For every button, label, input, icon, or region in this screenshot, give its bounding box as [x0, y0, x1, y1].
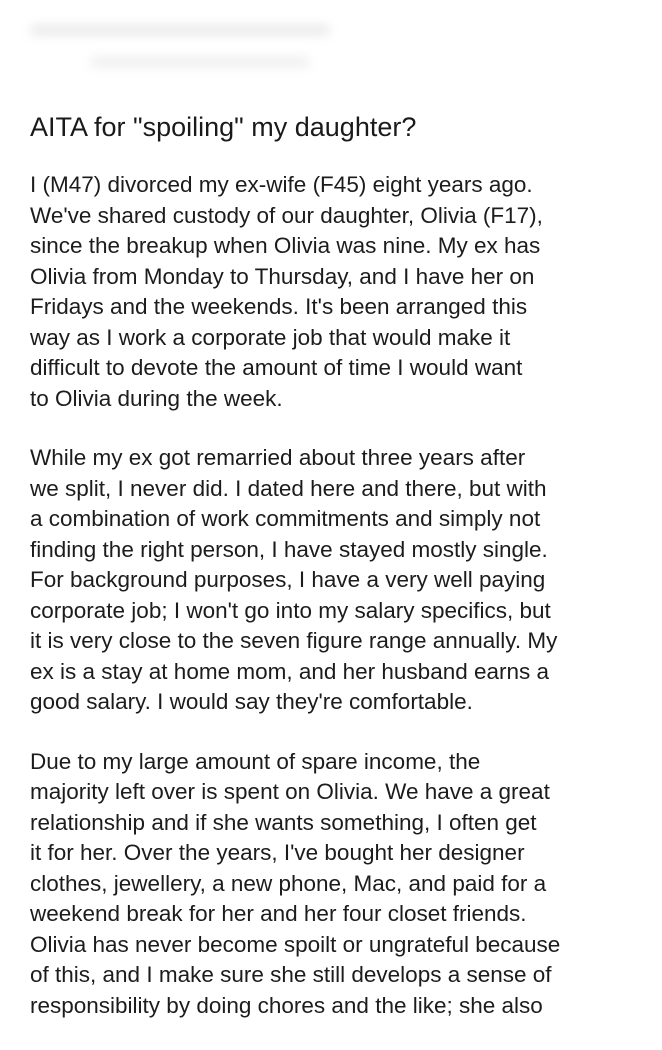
- paragraph-line: of this, and I make sure she still develops a sense of: [30, 962, 552, 987]
- paragraph-line: Due to my large amount of spare income, the: [30, 748, 481, 774]
- post-paragraph: [30, 747, 640, 1022]
- post-paragraph: [30, 443, 640, 718]
- paragraph-line: way as I work a corporate job that would make it: [30, 324, 511, 350]
- paragraph-line: Fridays and the weekends. It's been arranged this: [30, 294, 528, 319]
- blurred-text-line: [90, 56, 310, 68]
- paragraph-line: For background purposes, I have a very well paying: [30, 567, 546, 592]
- paragraph-line: majority left over is spent on Olivia. We have a great: [30, 779, 550, 804]
- paragraph-line: to Olivia during the week.: [30, 385, 283, 411]
- paragraph-line: We've shared custody of our daughter, Olivia (F17),: [30, 202, 543, 228]
- paragraph-line: Olivia has never become spoilt or ungrateful because: [30, 931, 561, 957]
- post-body: [30, 170, 640, 1021]
- paragraph-line: Olivia from Monday to Thursday, and I have her on: [30, 263, 535, 289]
- post-paragraph: [30, 170, 640, 414]
- paragraph-line: weekend break for her and her four closet friends.: [30, 901, 527, 926]
- paragraph-line: While my ex got remarried about three years after: [30, 445, 526, 470]
- paragraph-line: relationship and if she wants something, I often get: [30, 809, 537, 835]
- blurred-header: [0, 0, 662, 95]
- paragraph-line: ex is a stay at home mom, and her husband earns a: [30, 658, 550, 684]
- paragraph-line: it is very close to the seven figure range annually. My: [30, 628, 558, 653]
- paragraph-line: I (M47) divorced my ex-wife (F45) eight years ago.: [30, 172, 533, 197]
- post: [30, 108, 640, 1050]
- paragraph-line: it for her. Over the years, I've bought her designer: [30, 840, 525, 865]
- post-title: AITA for "spoiling" my daughter?: [30, 112, 417, 142]
- paragraph-line: good salary. I would say they're comfortable.: [30, 689, 473, 714]
- paragraph-line: we split, I never did. I dated here and there, but with: [30, 475, 547, 501]
- paragraph-line: finding the right person, I have stayed mostly single.: [30, 536, 548, 562]
- paragraph-line: a combination of work commitments and simply not: [30, 506, 541, 531]
- paragraph-line: difficult to devote the amount of time I would want: [30, 355, 523, 380]
- paragraph-line: clothes, jewellery, a new phone, Mac, and paid for a: [30, 870, 547, 896]
- paragraph-line: responsibility by doing chores and the like; she also: [30, 992, 543, 1018]
- blurred-text-line: [30, 24, 330, 36]
- paragraph-line: corporate job; I won't go into my salary specifics, but: [30, 597, 551, 623]
- paragraph-line: since the breakup when Olivia was nine. My ex has: [30, 233, 541, 258]
